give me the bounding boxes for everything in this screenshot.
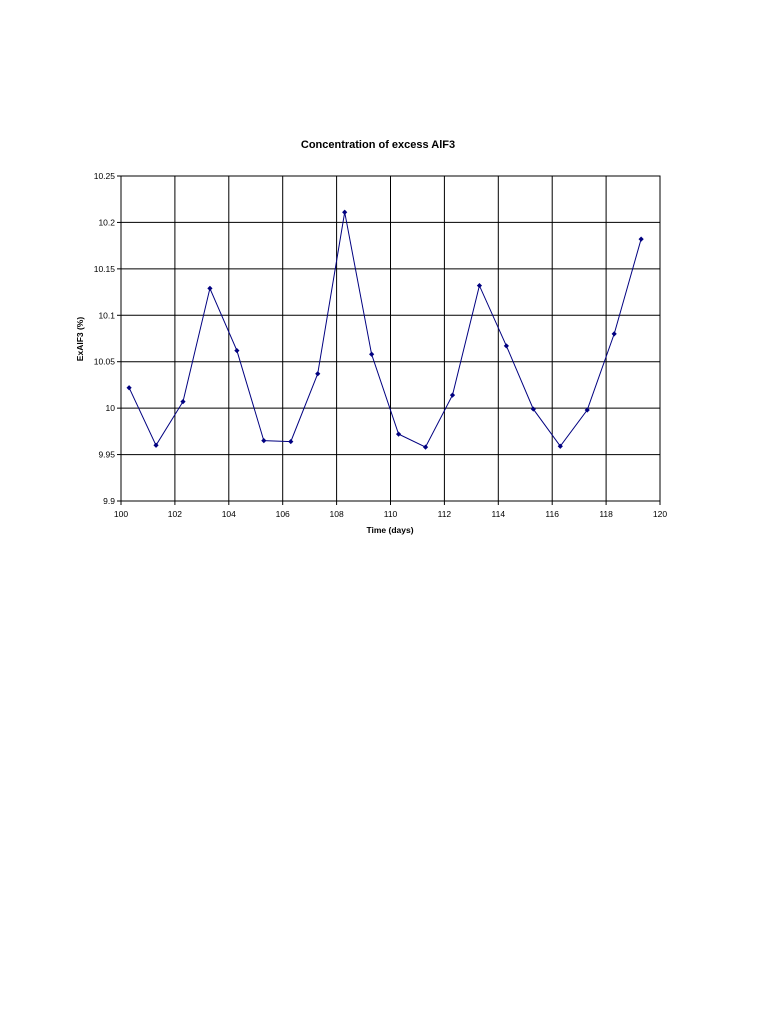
data-point — [612, 331, 617, 336]
y-tick-label: 10.05 — [93, 356, 115, 367]
data-point — [234, 348, 239, 353]
y-tick-label: 10 — [105, 403, 115, 414]
data-point — [639, 237, 644, 242]
data-point — [369, 352, 374, 357]
x-tick-label: 110 — [383, 509, 398, 519]
series-line — [129, 212, 641, 447]
x-tick-label: 100 — [113, 509, 129, 519]
data-point — [477, 283, 482, 288]
axis-ticks — [94, 171, 668, 519]
x-tick-label: 114 — [491, 509, 506, 519]
grid — [121, 176, 660, 501]
y-tick-label: 9.9 — [103, 496, 115, 506]
x-tick-label: 118 — [599, 509, 613, 519]
x-tick-label: 106 — [275, 509, 290, 519]
x-tick-label: 112 — [437, 509, 452, 519]
y-axis-label: ExAlF3 (%) — [75, 316, 85, 362]
y-tick-label: 9.95 — [98, 449, 115, 460]
x-tick-label: 104 — [221, 509, 236, 519]
data-point — [504, 343, 509, 348]
data-point — [153, 443, 158, 448]
data-point — [423, 445, 428, 450]
y-tick-label: 10.1 — [98, 310, 115, 321]
data-point — [315, 371, 320, 376]
chart-title: Concentration of excess AlF3 — [300, 139, 456, 151]
data-point — [180, 399, 185, 404]
series-layer — [126, 210, 643, 450]
data-point — [126, 385, 131, 390]
data-point — [450, 393, 455, 398]
y-tick-label: 10.2 — [98, 217, 115, 228]
data-point — [261, 438, 266, 443]
x-tick-label: 116 — [545, 509, 559, 519]
x-axis-label: Time (days) — [366, 525, 414, 535]
x-tick-label: 108 — [329, 509, 344, 519]
data-point — [288, 439, 293, 444]
x-tick-label: 120 — [652, 509, 668, 519]
y-tick-label: 10.15 — [93, 263, 115, 274]
x-tick-label: 102 — [167, 509, 182, 519]
data-point — [396, 432, 401, 437]
data-point — [207, 286, 212, 291]
data-point — [342, 210, 347, 215]
y-tick-label: 10.25 — [93, 171, 115, 181]
